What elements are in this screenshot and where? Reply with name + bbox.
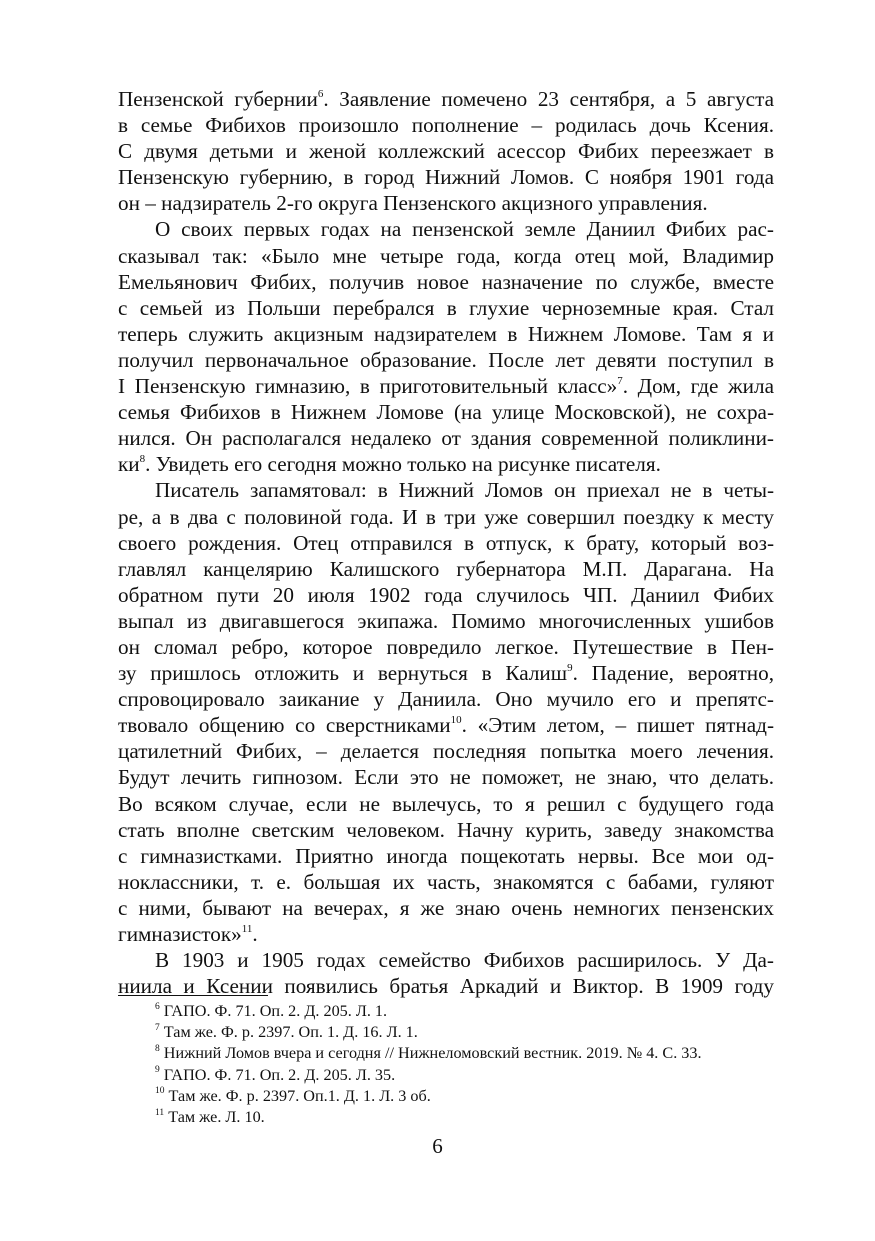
footnote-ref[interactable]: 8 <box>139 453 146 466</box>
text-line: В 1903 и 1905 годах семейство Фибихов расширилось. У Да- <box>155 948 774 973</box>
footnote: $^{10}$ Там же. Ф. р. 2397. Оп.1. Д. 1. Л. 3 об. <box>155 1086 431 1105</box>
text-line: Емельянович Фибих, получив новое назначение по службе, вместе <box>118 269 774 294</box>
footnote-ref[interactable]: 11 <box>241 922 253 935</box>
text-line: ниила и Ксении появились братья Аркадий и Виктор. В 1909 году <box>118 974 774 999</box>
footnote-ref[interactable]: 10 <box>450 714 462 727</box>
text-line: он сломал ребро, которое повредило легкое. Путешествие в Пен- <box>118 634 774 659</box>
text-line: Писатель запамятовал: в Нижний Ломов он приехал не в четы- <box>155 478 774 503</box>
text-line: сказывал так: «Было мне четыре года, когда отец мой, Владимир <box>118 243 774 268</box>
text-line: О своих первых годах на пензенской земле Даниил Фибих рас- <box>155 217 774 242</box>
footnote: $^7$ Там же. Ф. р. 2397. Оп. 1. Д. 16. Л. 1. <box>155 1022 418 1042</box>
footnote-number: 7 <box>155 1022 160 1033</box>
text-line: I Пензенскую гимназию, в приготовительный класс»$^7$. Дом, где жила <box>118 374 774 399</box>
text-line: своего рождения. Отец отправился в отпуск, к брату, который воз- <box>118 530 774 555</box>
footnote: $^8$ Нижний Ломов вчера и сегодня // Нижнеломовский вестник. 2019. № 4. С. 33. <box>155 1044 702 1063</box>
text-line: ре, а в два с половиной года. И в три уже совершил поездку к месту <box>118 504 774 529</box>
footnote-number: 10 <box>155 1086 165 1097</box>
text-line: Будут лечить гипнозом. Если это не поможет, не знаю, что делать. <box>118 765 774 790</box>
footnote-ref[interactable]: 6 <box>317 87 324 100</box>
text-line: С двумя детьми и женой коллежский асессор Фибих переезжает в <box>118 139 774 164</box>
footnote-ref[interactable]: 9 <box>567 662 573 674</box>
text-line: $ки^8$. Увидеть его сегодня можно только на рисунке писателя. <box>118 452 661 477</box>
text-line: с гимназистками. Приятно иногда пощекотать нервы. Все мои од- <box>118 843 774 868</box>
text-line: твовало общению со сверстниками$^{10}$. «Этим летом, – пишет пятнад- <box>118 713 774 738</box>
footnote: $^9$ ГАПО. Ф. 71. Оп. 2. Д. 205. Л. 35. <box>155 1065 396 1084</box>
text-line: цатилетний Фибих, – делается последняя попытка моего лечения. <box>118 739 774 764</box>
body-text <box>118 86 774 999</box>
footnote-number: 6 <box>155 1001 160 1012</box>
footnotes <box>155 1001 795 1128</box>
footnote-number: 9 <box>155 1065 160 1076</box>
text-line: выпал из двигавшегося экипажа. Помимо многочисленных ушибов <box>118 608 774 633</box>
text-line: зу пришлось отложить и вернуться в Калиш$^9$. Падение, вероятно, <box>118 661 774 686</box>
text-line: Во всяком случае, если не вылечусь, то я решил с будущего года <box>118 791 774 816</box>
footnote: $^6$ ГАПО. Ф. 71. Оп. 2. Д. 205. Л. 1. <box>155 1001 388 1020</box>
text-line: нился. Он располагался недалеко от здания современной поликлини- <box>118 426 774 451</box>
text-line: Пензенскую губернию, в город Нижний Ломов. С ноября 1901 года <box>118 165 774 190</box>
text-line: стать вполне светским человеком. Начну курить, заведу знакомства <box>118 817 774 842</box>
text-line: гимназисток»$^{11}$. <box>118 922 258 946</box>
text-line: Пензенской губернии$^6$. Заявление помечено 23 сентября, а 5 августа <box>118 87 774 111</box>
text-line: с ними, бывают на вечерах, я же знаю очень немногих пензенских <box>118 895 774 920</box>
text-line: обратном пути 20 июля 1902 года случилось ЧП. Даниил Фибих <box>118 582 774 607</box>
text-line: спровоцировало заикание у Даниила. Оно мучило его и препятс- <box>118 687 774 712</box>
footnote: $^{11}$ Там же. Л. 10. <box>155 1107 265 1127</box>
footnote-ref[interactable]: 7 <box>617 374 623 387</box>
text-line: с семьей из Польши перебрался в глухие черноземные края. Стал <box>118 295 774 320</box>
page-number: 6 <box>432 1134 443 1158</box>
footnote-separator <box>118 995 268 996</box>
text-line: главлял канцелярию Калишского губернатора М.П. Дарагана. На <box>118 556 774 581</box>
text-line: теперь служить акцизным надзирателем в Нижнем Ломове. Там я и <box>118 321 774 346</box>
text-line: в семье Фибихов произошло пополнение – родилась дочь Ксения. <box>118 113 774 138</box>
text-line: ноклассники, т. е. большая их часть, знакомятся с бабами, гуляют <box>118 869 774 894</box>
text-line: получил первоначальное образование. После лет девяти поступил в <box>118 347 774 372</box>
footnote-number: 8 <box>155 1044 160 1055</box>
text-line: семья Фибихов в Нижнем Ломове (на улице Московской), не сохра- <box>118 400 774 425</box>
text-line: он – надзиратель 2-го округа Пензенского акцизного управления. <box>118 191 708 216</box>
footnote-number: 11 <box>155 1107 165 1118</box>
